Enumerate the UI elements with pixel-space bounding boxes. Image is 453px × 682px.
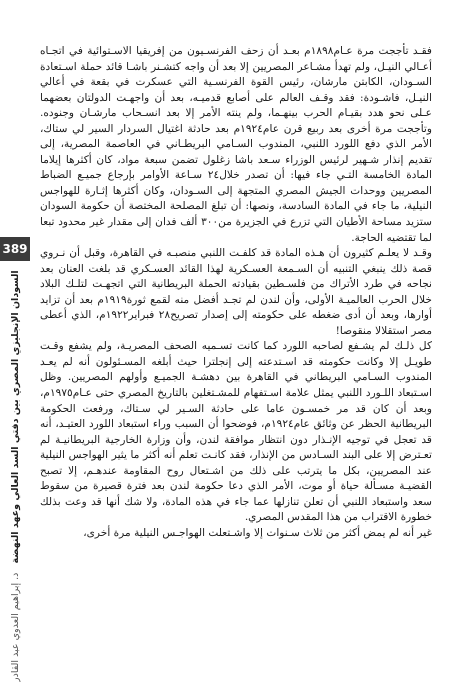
page-number: 389 <box>0 237 30 261</box>
body-text <box>40 44 432 604</box>
running-header-author: د. إبراهيم العدوي عبد القادر <box>10 572 21 682</box>
paragraph: فقـد تأججت مرة عـام١٨٩٨م بعـد أن زحف الفرنسـيون من إفريقيا الاسـتوائية في اتجـاه أعـالي النيـل، ولم تهدأ مشـاعر المصريين إلا بعد أن واجه كتشـنر باشـا قائد حملة اسـتعادة السـودان، الكابتن مارشان، رئيس القوة الفرنسـية التي عسكرت في بقعة في أعالي النيـل، فاشـودة: فقد وقـف العالم على أصابع قدميـه، بعد أن واجهـت الدولتان بعضهما عـلى نحو هدد بقيـام الحرب بينهـما، ولم ينته الأمر إلا بعد انسـحاب مارشـان وجنوده. وتأججت مرة أخرى بعد ربيع قرن عام١٩٢٤م بعد حادثة اغتيال السردار السير لي ستاك، الأمر الذي دفع اللورد اللنبي، المندوب السـامي البريطـاني في العاصمة المصرية، إلى تقديم إنذار شـهير لرئيس الوزراء سـعد باشا زغلول تضمن سبعة مواد، كان أكثرها إيلاما المادة الخامسة التـي جاء فيها: أن تصدر خلال٢٤ سـاعة الأوامر بإرجاع جميـع الضباط المصريين ووحدات الجيش المصري المتجهة إلى السـودان، وكان أكثرها إثـارة للهواجس النيلية، ما جاء في المادة السادسة، ونصها: أن تبلغ المصلحة المختصة أن حكومة السودان ستزيد مساحة الأطيان التي تزرع في الجزيرة من٣٠٠ ألف فدان إلى مقدار غير محدود تبعا لما تقتضيه الحاجة. <box>40 45 433 244</box>
running-header <box>5 270 27 682</box>
paragraph: كل ذلـك لم يشـفع لصاحبه اللورد كما كانت تسـميه الصحف المصريـة، ولم يشفع وقـت طويـل إلا وكانت حكومته قد اسـتدعته إلى إنجلترا حيث أبلغه المسـئولون أنه لم يعـد المندوب السـامي البريطاني في القاهرة بين دهشـة الجميـع وأولهم المصريين. وظل اسـتبعاد اللـورد اللنبي يمثل علامة اسـتفهام للمشـتغلين بالتاريخ المصري حتى عـام١٩٧٥م، وبعد أن كان قد مر خمسـون عاما على حادثة السـير لي سـتاك، ورفعت الحكومة البريطانية الحظر عن وثائق عام١٩٢٤م، فوضحوا أن السبب وراء استبعاد اللورد العتيـد، أنه قد تعجل في توجيه الإنـذار دون انتظار موافقة لندن، وأن وزارة الخارجية البريطانيـة لم تعـترض إلا على البند السـادس من الإنذار، فقد كانـت تعلم أنه أكثر ما يثير الهواجس النيلية عند المصريين، بكل ما يترتب على ذلك من اشـتعال روح المقاومة عندهـم، إلا تصبح القضيـة مسـألة حياة أو موت، الأمر الذي دعا حكومة لندن بعد فترة قصيرة من سقوط سعد واستبعاد اللنبي أن تعلن تنازلها عما جاء في هذه المادة، ولا شك أنها قد وعت بذلك خطورة الاقتراب من هذا المقدس المصري. <box>40 340 432 524</box>
paragraph: وقـد لا يعلـم كثيرون أن هـذه المادة قد كلفـت اللنبي منصبـه في القاهرة، وقبل أن نـروي قصة ذلك ينبغي التنبيه أن السـمعة العسـكرية لهذا القائد العسـكري قد بلغت العنان بعد نجاحه في طرد الأتراك من فلسـطين بقيادته الحملة البريطانية التي اتجهـت لتلـك البلاد خلال الحرب العالميـة الأولى، وأن لندن لم تجـد أفضل منه لقمع ثورة١٩١٩م بعد أن تزايد أوارها، وبعد أن أدى ضغطه على حكومته إلى إصدار تصريح٢٨ فبراير١٩٢٢م، الذي أعطى مصر استقلالا منقوصا! <box>40 247 432 337</box>
running-header-title: السودان الإنجليزي المصري بين دفتي السد العالي وعهد النهضة <box>10 270 21 564</box>
paragraph: غير أنه لم يمض أكثر من ثلاث سـنوات إلا واشـتعلت الهواجـس النيلية مرة أخرى، <box>83 526 432 539</box>
